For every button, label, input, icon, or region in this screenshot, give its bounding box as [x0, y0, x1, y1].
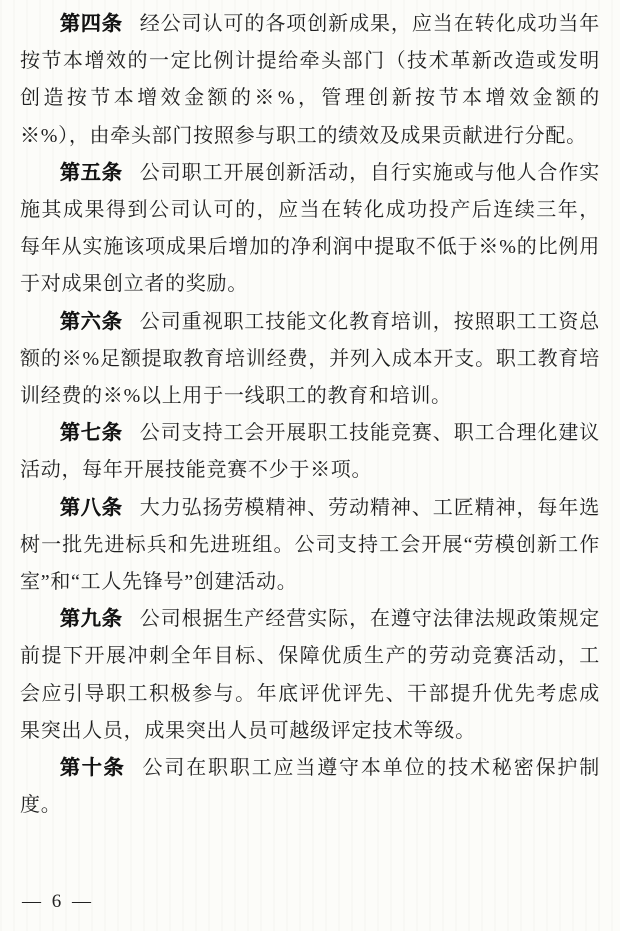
article-number: 第五条 [60, 161, 123, 184]
article-text: 公司支持工会开展职工技能竞赛、职工合理化建议活动，每年开展技能竞赛不少于※项。 [20, 422, 600, 482]
page-number: — 6 — [22, 891, 94, 912]
article-paragraph [20, 750, 600, 824]
document-body [20, 6, 600, 824]
article-paragraph [20, 601, 600, 750]
article-text: 公司根据生产经营实际，在遵守法律法规政策规定前提下开展冲刺全年目标、保障优质生产的劳动竞赛活动，工会应引导职工积极参与。年底评优评先、干部提升优先考虑成果突出人员，成果突出人员可越级评定技术等级。 [20, 608, 600, 742]
article-number: 第八条 [60, 496, 123, 519]
article-number: 第四条 [60, 13, 123, 35]
article-paragraph [20, 155, 600, 304]
article-number: 第七条 [60, 422, 123, 445]
article-paragraph [20, 6, 600, 155]
article-text: 公司职工开展创新活动，自行实施或与他人合作实施其成果得到公司认可的，应当在转化成功投产后连续三年，每年从实施该项成果后增加的净利润中提取不低于※%的比例用于对成果创立者的奖励。 [20, 161, 600, 296]
article-paragraph [20, 415, 600, 489]
article-number: 第十条 [60, 757, 126, 780]
article-text: 经公司认可的各项创新成果，应当在转化成功当年按节本增效的一定比例计提给牵头部门（技术革新改造或发明创造按节本增效金额的※%，管理创新按节本增效金额的※%），由牵头部门按照参与职工的绩效及成果贡献进行分配。 [20, 13, 600, 147]
article-number: 第九条 [60, 608, 123, 631]
article-paragraph [20, 304, 600, 416]
article-paragraph [20, 490, 600, 602]
article-number: 第六条 [60, 310, 123, 333]
article-text: 大力弘扬劳模精神、劳动精神、工匠精神，每年选树一批先进标兵和先进班组。公司支持工会开展“劳模创新工作室”和“工人先锋号”创建活动。 [20, 496, 600, 594]
article-text: 公司在职职工应当遵守本单位的技术秘密保护制度。 [20, 757, 600, 817]
article-text: 公司重视职工技能文化教育培训，按照职工工资总额的※%足额提取教育培训经费，并列入成本开支。职工教育培训经费的※%以上用于一线职工的教育和培训。 [20, 310, 600, 408]
